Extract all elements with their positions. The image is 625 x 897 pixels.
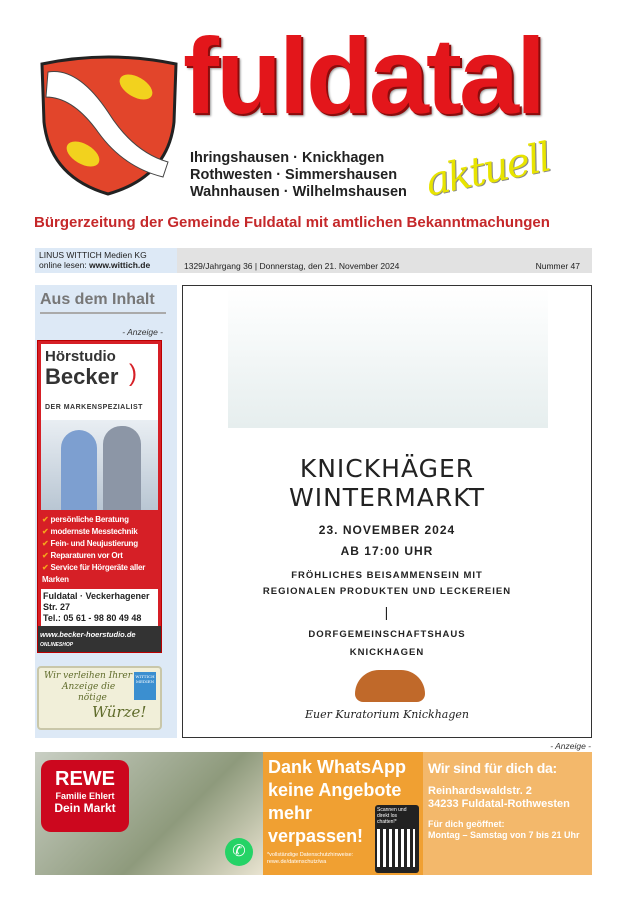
becker-address: Fuldatal · Veckerhagener Str. 27 bbox=[43, 591, 150, 612]
wintermarkt-poster bbox=[182, 285, 592, 738]
poster-venue: KNICKHAGEN bbox=[349, 647, 425, 658]
poster-title-line: KNICKHÄGER bbox=[299, 454, 475, 483]
becker-name: Hörstudio bbox=[45, 348, 116, 365]
headline-line: mehr bbox=[268, 803, 313, 823]
feature-item: ✔ Reparaturen vor Ort bbox=[42, 550, 159, 562]
masthead-title: fuldatal bbox=[183, 15, 544, 136]
onlineshop-label: ONLINESHOP bbox=[40, 642, 74, 648]
feature-item: ✔ modernste Messtechnik bbox=[42, 526, 159, 538]
masthead-subtitle: aktuell bbox=[421, 134, 554, 206]
privacy-note: *vollständige Datenschutzhinweise: rewe.de/datenschutz/wa bbox=[267, 852, 354, 865]
contact-title: Wir sind für dich da: bbox=[428, 760, 557, 776]
headline-line: verpassen! bbox=[268, 826, 364, 846]
becker-features bbox=[38, 510, 161, 589]
rewe-market: Dein Markt bbox=[54, 801, 116, 815]
ear-icon: ) bbox=[129, 360, 137, 387]
becker-website[interactable]: www.becker-hoerstudio.de bbox=[40, 630, 136, 639]
issue-number: Nummer 47 bbox=[535, 261, 580, 271]
rewe-brand: REWE bbox=[55, 768, 115, 790]
tagline: Bürgerzeitung der Gemeinde Fuldatal mit amtlichen Bekanntmachungen bbox=[34, 214, 550, 231]
town-line: Wahnhausen · Wilhelmshausen bbox=[190, 184, 407, 200]
ad-label: - Anzeige - bbox=[122, 327, 163, 337]
string-lights-trees-illustration bbox=[228, 288, 548, 428]
whatsapp-headline bbox=[263, 752, 423, 875]
poster-venue: DORFGEMEINSCHAFTSHAUS bbox=[308, 629, 466, 640]
info-bar bbox=[35, 248, 592, 273]
poster-date: 23. NOVEMBER 2024 bbox=[318, 523, 456, 537]
ad-label: - Anzeige - bbox=[550, 741, 591, 751]
rewe-family: Familie Ehlert bbox=[55, 791, 115, 801]
contact-street: Reinhardswaldstr. 2 bbox=[428, 785, 532, 797]
town-line: Rothwesten · Simmershausen bbox=[190, 167, 398, 183]
online-label: online lesen: bbox=[39, 259, 90, 270]
coat-of-arms-logo bbox=[38, 42, 180, 197]
becker-photo bbox=[41, 420, 158, 510]
rewe-ad[interactable] bbox=[35, 752, 592, 875]
hours-label: Für dich geöffnet: bbox=[428, 819, 505, 829]
ad-text: nötige bbox=[78, 693, 107, 703]
poster-title-line: WINTERMARKT bbox=[289, 483, 485, 512]
opening-hours: Montag – Samstag von 7 bis 21 Uhr bbox=[428, 830, 580, 840]
feature-item: ✔ Service für Hörgeräte aller Marken bbox=[42, 562, 159, 586]
wittich-logo: WITTICH MEDIEN bbox=[134, 672, 156, 700]
issue-info: 1329/Jahrgang 36 | Donnerstag, den 21. November 2024 bbox=[184, 261, 400, 271]
pretzel-illustration bbox=[355, 670, 425, 702]
feature-item: ✔ persönliche Beratung bbox=[42, 514, 159, 526]
ad-text: Wir verleihen Ihrer bbox=[44, 671, 132, 681]
headline-line: keine Angebote bbox=[268, 780, 402, 800]
ad-text: Würze! bbox=[92, 703, 147, 721]
poster-title bbox=[183, 454, 591, 512]
sidebar-heading: Aus dem Inhalt bbox=[40, 291, 166, 314]
poster-signature: Euer Kuratorium Knickhagen bbox=[304, 708, 469, 721]
headline-line: Dank WhatsApp bbox=[268, 757, 407, 777]
online-link[interactable]: www.wittich.de bbox=[89, 259, 151, 270]
becker-ad[interactable] bbox=[37, 340, 162, 653]
poster-description: REGIONALEN PRODUKTEN UND LECKEREIEN bbox=[262, 586, 512, 597]
rewe-logo bbox=[41, 760, 129, 832]
qr-label: Scannen und direkt los chatten!* bbox=[377, 807, 407, 825]
contact-city: 34233 Fuldatal-Rothwesten bbox=[428, 798, 570, 810]
qr-code[interactable] bbox=[375, 805, 419, 873]
wittich-ad[interactable] bbox=[37, 666, 162, 730]
divider: | bbox=[384, 604, 390, 620]
feature-item: ✔ Fein- und Neujustierung bbox=[42, 538, 159, 550]
becker-slogan: DER MARKENSPEZIALIST bbox=[45, 404, 143, 411]
poster-description: FRÖHLICHES BEISAMMENSEIN MIT bbox=[291, 570, 483, 581]
becker-phone: Tel.: 05 61 - 98 80 49 48 bbox=[43, 613, 142, 623]
town-list bbox=[190, 150, 407, 201]
ad-text: Anzeige die bbox=[62, 682, 116, 692]
becker-name-2: Becker bbox=[45, 364, 119, 389]
publisher: LINUS WITTICH Medien KG bbox=[39, 250, 147, 260]
contact-info bbox=[423, 752, 592, 875]
phone-illustration bbox=[35, 752, 263, 875]
whatsapp-icon: ✆ bbox=[225, 838, 253, 866]
town-line: Ihringshausen · Knickhagen bbox=[190, 150, 385, 166]
poster-time: AB 17:00 UHR bbox=[340, 544, 434, 558]
